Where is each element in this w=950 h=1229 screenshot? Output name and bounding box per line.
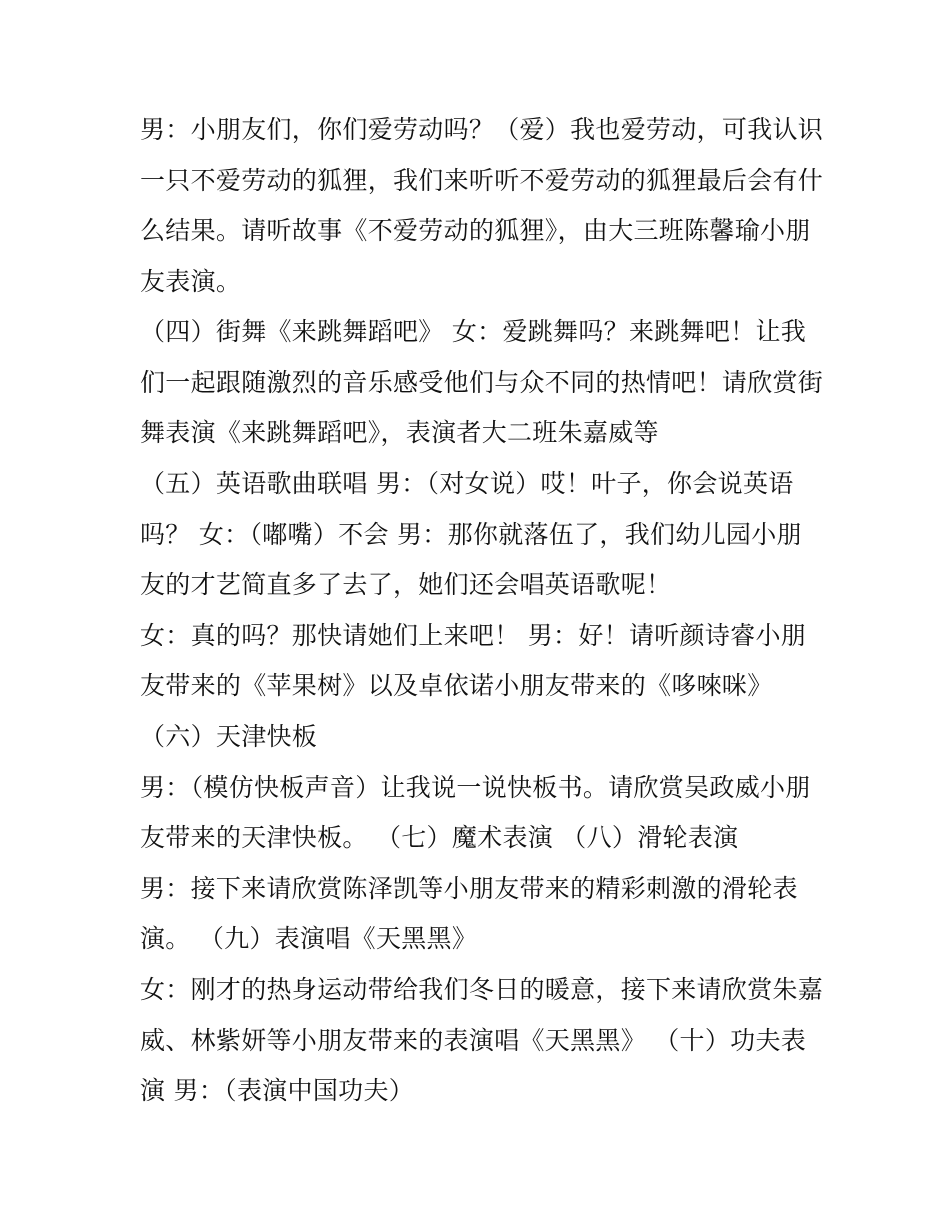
text-line: 友带来的《苹果树》以及卓依诺小朋友带来的《哆唻咪》 xyxy=(140,671,773,700)
text-line: 吗？ 女：（嘟嘴）不会 男：那你就落伍了，我们幼儿园小朋 xyxy=(140,520,802,549)
text-line: 女：刚才的热身运动带给我们冬日的暖意，接下来请欣赏朱嘉 xyxy=(140,975,824,1004)
text-line: 友的才艺简直多了去了，她们还会唱英语歌呢！ xyxy=(140,570,672,599)
text-line: 女：真的吗？那快请她们上来吧！ 男：好！请听颜诗睿小朋 xyxy=(140,621,807,650)
text-line: 威、林紫妍等小朋友带来的表演唱《天黑黑》 （十）功夫表 xyxy=(140,1026,807,1055)
section-heading-line: （四）街舞《来跳舞蹈吧》 女：爱跳舞吗？来跳舞吧！让我 xyxy=(140,317,807,346)
text-line: 舞表演《来跳舞蹈吧》，表演者大二班朱嘉威等 xyxy=(140,418,659,447)
section-heading-line: （六）天津快板 xyxy=(140,722,318,751)
text-line: 一只不爱劳动的狐狸，我们来听听不爱劳动的狐狸最后会有什 xyxy=(140,166,824,195)
text-line: 演。 （九）表演唱《天黑黑》 xyxy=(140,924,478,953)
text-line: 男：（模仿快板声音）让我说一说快板书。请欣赏吴政威小朋 xyxy=(140,773,811,802)
text-line: 演 男：（表演中国功夫） xyxy=(140,1076,415,1105)
text-line: 男：小朋友们，你们爱劳动吗？（爱）我也爱劳动，可我认识 xyxy=(140,115,824,144)
text-line: 友表演。 xyxy=(140,267,242,296)
text-line: 们一起跟随激烈的音乐感受他们与众不同的热情吧！请欣赏街 xyxy=(140,368,824,397)
text-line: 友带来的天津快板。 （七）魔术表演 （八）滑轮表演 xyxy=(140,823,739,852)
section-heading-line: （五）英语歌曲联唱 男：（对女说）哎！叶子，你会说英语 xyxy=(140,469,794,498)
text-line: 男：接下来请欣赏陈泽凯等小朋友带来的精彩刺激的滑轮表 xyxy=(140,874,798,903)
text-line: 么结果。请听故事《不爱劳动的狐狸》，由大三班陈馨瑜小朋 xyxy=(140,216,811,245)
